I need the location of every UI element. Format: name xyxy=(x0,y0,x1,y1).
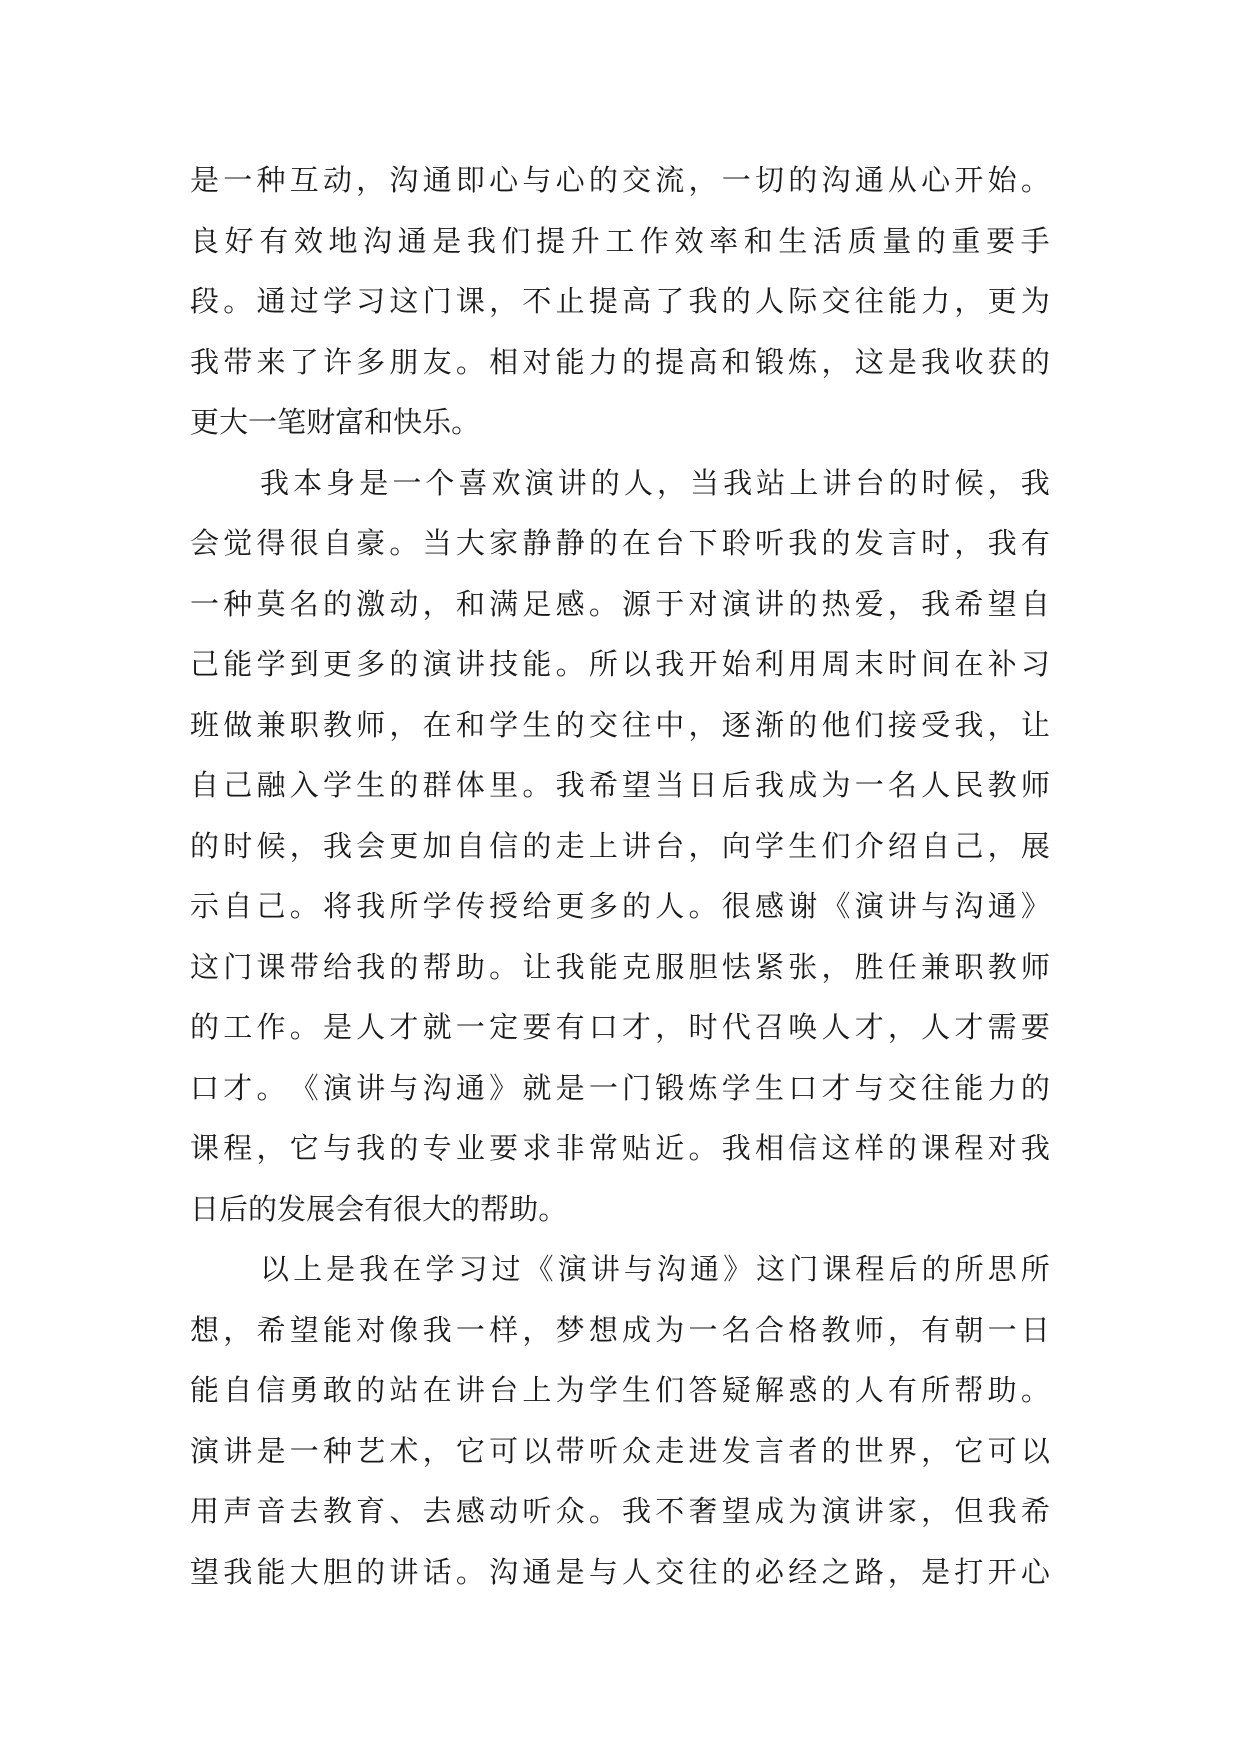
text-line: 会 觉 得 很 自 豪 。 当 大 家 静 静 的 在 台 下 聆 听 我 的 发 言 时 ， 我 有 xyxy=(190,526,1050,560)
text-line: 自 己 融 入 学 生 的 群 体 里 。 我 希 望 当 日 后 我 成 为 一 名 人 民 教 师 xyxy=(190,768,1050,802)
text-line: 示 自 己 。 将 我 所 学 传 授 给 更 多 的 人 。 很 感 谢 《 演 讲 与 沟 通 》 xyxy=(190,889,1050,923)
text-line: 班 做 兼 职 教 师 ， 在 和 学 生 的 交 往 中 ， 逐 渐 的 他 们 接 受 我 ， 让 xyxy=(190,707,1050,742)
text-line: 我 本 身 是 一 个 喜 欢 演 讲 的 人 ， 当 我 站 上 讲 台 的 时 候 ， 我 xyxy=(260,465,1050,500)
text-line: 的 时 候 ， 我 会 更 加 自 信 的 走 上 讲 台 ， 向 学 生 们 介 绍 自 己 ， 展 xyxy=(190,828,1050,863)
text-line: 良 好 有 效 地 沟 通 是 我 们 提 升 工 作 效 率 和 生 活 质 量 的 重 要 手 xyxy=(190,223,1050,258)
text-line: 我 带 来 了 许 多 朋 友 。 相 对 能 力 的 提 高 和 锻 炼 ， 这 是 我 收 获 的 xyxy=(190,344,1050,379)
text-line: 课 程 ， 它 与 我 的 专 业 要 求 非 常 贴 近 。 我 相 信 这 样 的 课 程 对 我 xyxy=(190,1131,1050,1165)
text-line: 以 上 是 我 在 学 习 过 《 演 讲 与 沟 通 》 这 门 课 程 后 的 所 思 所 xyxy=(260,1252,1050,1286)
text-line: 己 能 学 到 更 多 的 演 讲 技 能 。 所 以 我 开 始 利 用 周 末 时 间 在 补 习 xyxy=(190,647,1050,681)
text-line: 这 门 课 带 给 我 的 帮 助 。 让 我 能 克 服 胆 怯 紧 张 ， 胜 任 兼 职 教 师 xyxy=(190,949,1050,984)
text-line: 望 我 能 大 胆 的 讲 话 。 沟 通 是 与 人 交 往 的 必 经 之 路 ， 是 打 开 心 xyxy=(190,1554,1050,1589)
text-line: 想 ， 希 望 能 对 像 我 一 样 ， 梦 想 成 为 一 名 合 格 教 师 ， 有 朝 一 日 xyxy=(190,1312,1050,1347)
text-line: 是 一 种 互 动 ， 沟 通 即 心 与 心 的 交 流 ， 一 切 的 沟 通 从 心 开 始 。 xyxy=(190,163,1050,197)
text-line: 演 讲 是 一 种 艺 术 ， 它 可 以 带 听 众 走 进 发 言 者 的 世 界 ， 它 可 以 xyxy=(190,1433,1050,1468)
text-line: 口 才 。 《 演 讲 与 沟 通 》 就 是 一 门 锻 炼 学 生 口 才 与 交 往 能 力 的 xyxy=(190,1070,1050,1105)
text-line: 能 自 信 勇 敢 的 站 在 讲 台 上 为 学 生 们 答 疑 解 惑 的 人 有 所 帮 助 。 xyxy=(190,1373,1050,1407)
text-line: 一 种 莫 名 的 激 动 ， 和 满 足 感 。 源 于 对 演 讲 的 热 爱 ， 我 希 望 自 xyxy=(190,586,1050,621)
text-line: 更 大 一 笔 财 富 和 快 乐 。 xyxy=(190,405,481,439)
text-line: 的 工 作 。 是 人 才 就 一 定 要 有 口 才 ， 时 代 召 唤 人 才 ， 人 才 需 要 xyxy=(190,1010,1050,1044)
text-line: 段 。 通 过 学 习 这 门 课 ， 不 止 提 高 了 我 的 人 际 交 往 能 力 ， 更 为 xyxy=(190,284,1050,318)
text-line: 用 声 音 去 教 育 、 去 感 动 听 众 。 我 不 奢 望 成 为 演 讲 家 ， 但 我 希 xyxy=(190,1494,1050,1528)
text-line: 日 后 的 发 展 会 有 很 大 的 帮 助 。 xyxy=(190,1191,568,1226)
body-text xyxy=(190,150,1050,1602)
